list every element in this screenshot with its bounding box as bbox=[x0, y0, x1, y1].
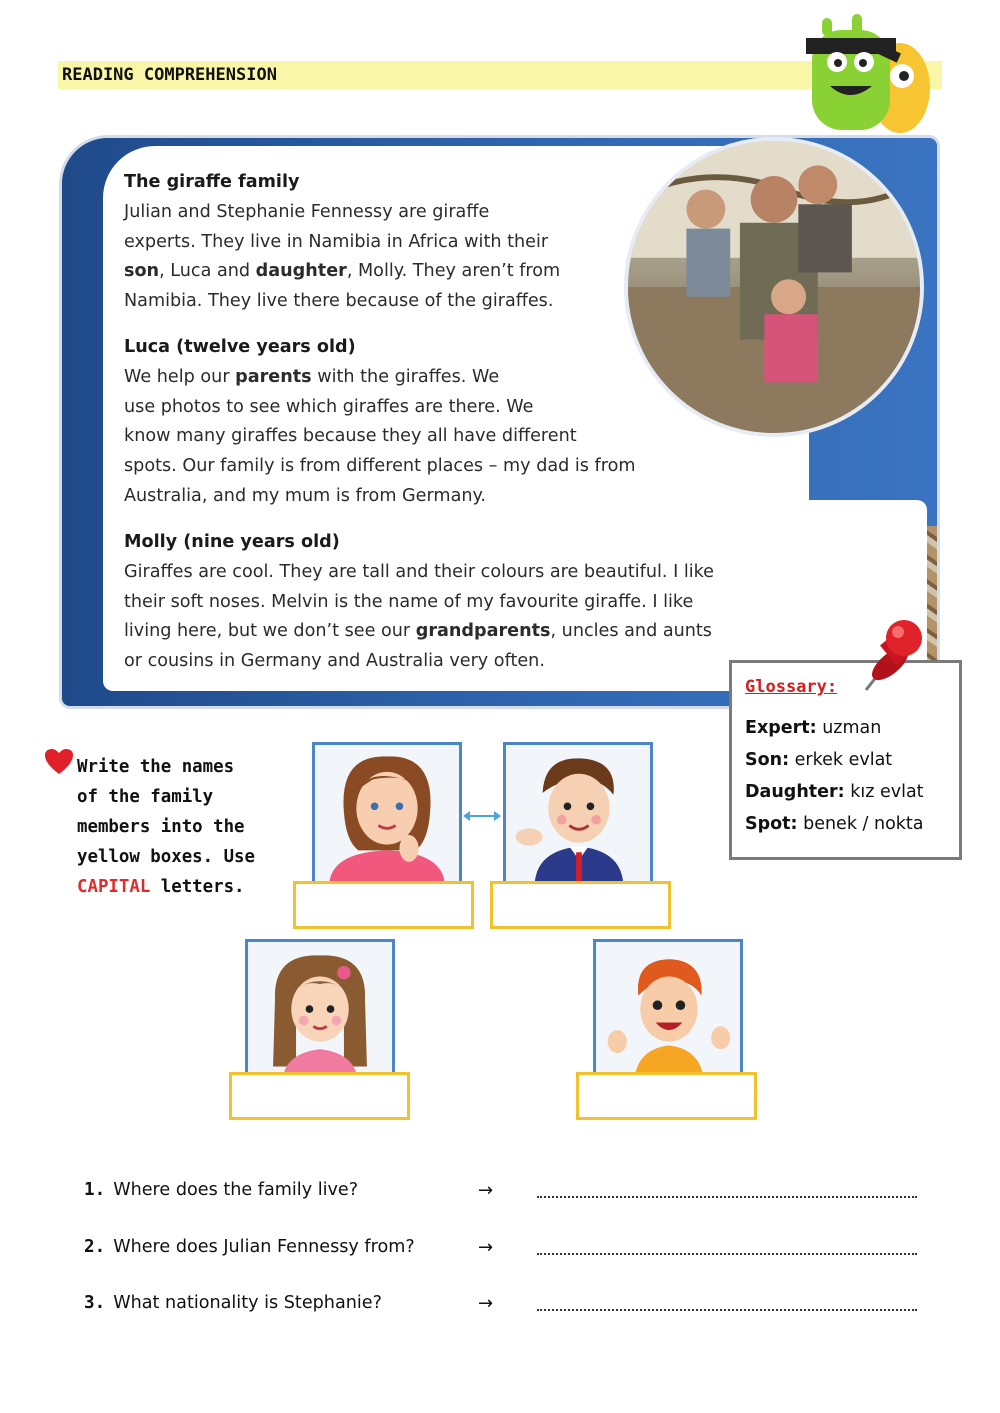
luca-line: use photos to see which giraffes are there. We bbox=[124, 396, 534, 417]
question-row bbox=[84, 1293, 382, 1313]
answer-line[interactable] bbox=[537, 1253, 917, 1255]
instruction-line: of the family bbox=[77, 787, 214, 807]
question-number: 2. bbox=[84, 1237, 106, 1257]
word-parents: parents bbox=[235, 366, 312, 387]
luca-line: spots. Our family is from different places – my dad is from bbox=[124, 456, 636, 477]
daughter-name-box[interactable] bbox=[229, 1072, 410, 1120]
intro-fragment: , Molly. They aren’t from bbox=[346, 261, 561, 282]
glossary-item bbox=[745, 782, 924, 802]
right-arrow-icon: → bbox=[478, 1293, 494, 1314]
capital-word: CAPITAL bbox=[77, 877, 151, 897]
instruction-fragment: letters. bbox=[150, 877, 245, 897]
molly-fragment: living here, but we don’t see our bbox=[124, 621, 416, 642]
instruction-line: yellow boxes. Use bbox=[77, 847, 255, 867]
word-grandparents: grandparents bbox=[415, 621, 551, 642]
intro-fragment: , Luca and bbox=[159, 261, 256, 282]
intro-line: experts. They live in Namibia in Africa with their bbox=[124, 231, 549, 252]
instruction-line: Write the names bbox=[77, 757, 235, 777]
luca-line: Australia, and my mum is from Germany. bbox=[124, 485, 486, 506]
intro-line: Julian and Stephanie Fennessy are giraffe bbox=[124, 201, 490, 222]
glossary-meaning: uzman bbox=[816, 718, 882, 738]
word-daughter: daughter bbox=[255, 261, 347, 282]
molly-line: Giraffes are cool. They are tall and their colours are beautiful. I like bbox=[124, 561, 715, 582]
glossary-meaning: kız evlat bbox=[844, 782, 924, 802]
mother-name-box[interactable] bbox=[293, 881, 474, 929]
question-number: 3. bbox=[84, 1293, 106, 1313]
instructions-text bbox=[77, 752, 277, 902]
boy-icon bbox=[596, 942, 740, 1078]
molly-line: their soft noses. Melvin is the name of my favourite giraffe. I like bbox=[124, 591, 694, 612]
luca-line: know many giraffes because they all have different bbox=[124, 426, 577, 447]
answer-line[interactable] bbox=[537, 1309, 917, 1311]
reading-title: The giraffe family bbox=[124, 172, 300, 192]
family-photo-illustration bbox=[628, 141, 920, 433]
question-row bbox=[84, 1237, 415, 1257]
glossary-term: Expert: bbox=[745, 718, 817, 738]
family-photo bbox=[624, 137, 924, 437]
glossary-item bbox=[745, 814, 924, 834]
intro-line: Namibia. They live there because of the giraffes. bbox=[124, 291, 554, 312]
glossary-meaning: benek / nokta bbox=[797, 814, 924, 834]
father-name-box[interactable] bbox=[490, 881, 671, 929]
question-number: 1. bbox=[84, 1180, 106, 1200]
mother-picture bbox=[312, 742, 462, 884]
molly-line bbox=[124, 617, 804, 647]
son-name-box[interactable] bbox=[576, 1072, 757, 1120]
son-picture bbox=[593, 939, 743, 1081]
girl-icon bbox=[248, 942, 392, 1078]
answer-line[interactable] bbox=[537, 1196, 917, 1198]
heart-icon bbox=[44, 748, 74, 776]
luca-heading: Luca (twelve years old) bbox=[124, 336, 356, 357]
father-picture bbox=[503, 742, 653, 884]
question-row bbox=[84, 1180, 358, 1200]
glossary-term: Son: bbox=[745, 750, 790, 770]
right-arrow-icon: → bbox=[478, 1180, 494, 1201]
instruction-line bbox=[77, 872, 277, 902]
molly-line: or cousins in Germany and Australia very often. bbox=[124, 651, 545, 672]
daughter-picture bbox=[245, 939, 395, 1081]
woman-icon bbox=[315, 745, 459, 881]
glossary-term: Spot: bbox=[745, 814, 798, 834]
double-arrow-icon bbox=[462, 809, 502, 823]
question-text: What nationality is Stephanie? bbox=[113, 1293, 382, 1313]
glossary-item bbox=[745, 750, 892, 770]
word-son: son bbox=[124, 261, 160, 282]
molly-section bbox=[124, 528, 804, 677]
instruction-line: members into the bbox=[77, 817, 245, 837]
monster-mascot-icon bbox=[792, 8, 942, 148]
glossary-title: Glossary: bbox=[745, 677, 838, 697]
push-pin-icon bbox=[838, 612, 928, 702]
glossary-meaning: erkek evlat bbox=[789, 750, 893, 770]
right-arrow-icon: → bbox=[478, 1237, 494, 1258]
luca-fragment: We help our bbox=[124, 366, 236, 387]
man-icon bbox=[506, 745, 650, 881]
page-title: READING COMPREHENSION bbox=[62, 65, 277, 85]
molly-fragment: , uncles and aunts bbox=[550, 621, 712, 642]
glossary-term: Daughter: bbox=[745, 782, 845, 802]
question-text: Where does Julian Fennessy from? bbox=[113, 1237, 415, 1257]
luca-fragment: with the giraffes. We bbox=[311, 366, 500, 387]
molly-heading: Molly (nine years old) bbox=[124, 532, 340, 552]
question-text: Where does the family live? bbox=[113, 1180, 359, 1200]
glossary-item bbox=[745, 718, 881, 738]
